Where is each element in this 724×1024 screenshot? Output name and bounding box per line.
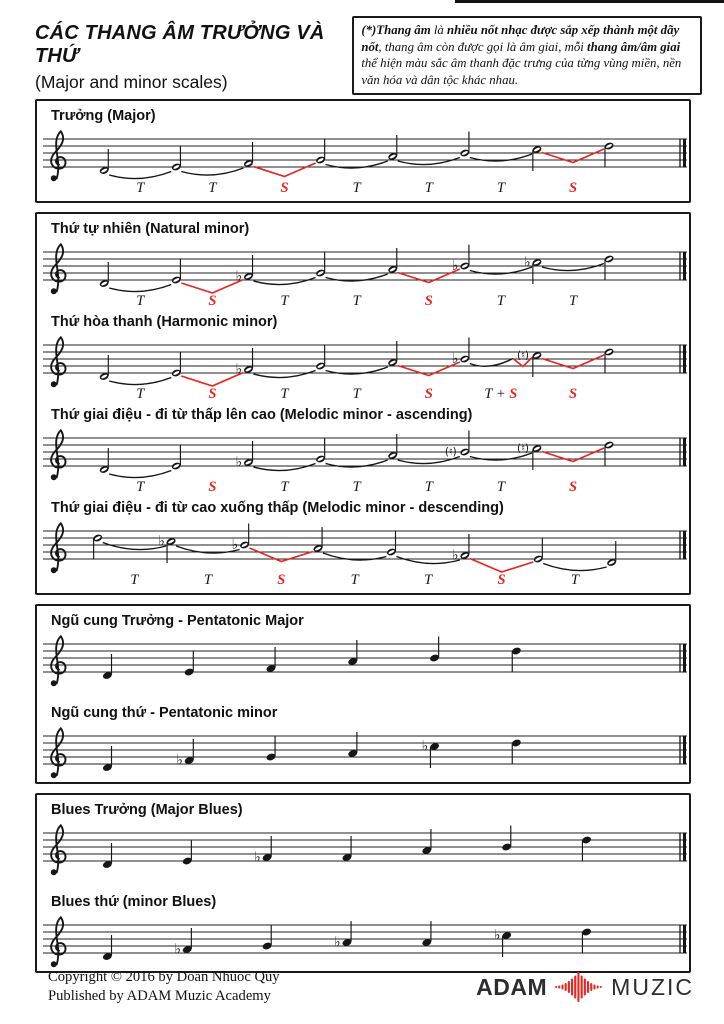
staff-label: Thứ tự nhiên (Natural minor) <box>51 221 250 237</box>
note-box-segment: nhiều nốt nhạc được sắp xếp thành một dãy nốt <box>361 23 680 54</box>
interval-label: T <box>203 572 212 588</box>
note-box-segment: thang âm/âm giai <box>587 39 681 54</box>
flat-accidental: ♭ <box>174 941 182 958</box>
staff-svg <box>43 125 687 199</box>
interval-label: T <box>352 180 361 196</box>
semitone-link <box>181 280 243 294</box>
flat-accidental: ♭ <box>421 738 429 755</box>
staff-svg <box>43 630 687 688</box>
staff-block <box>37 108 689 199</box>
scan-artifact <box>455 0 724 3</box>
tone-slur <box>109 471 171 478</box>
interval-label: S <box>497 572 506 588</box>
note <box>386 531 397 557</box>
tone-slur <box>253 278 315 285</box>
interval-label: T <box>496 293 505 309</box>
header <box>35 16 702 95</box>
scales-list <box>35 99 691 981</box>
semitone-link <box>470 559 533 573</box>
staff-label: Ngũ cung Trưởng - Pentatonic Major <box>51 613 304 629</box>
note <box>429 637 440 663</box>
note <box>445 431 470 459</box>
interval-label: S <box>208 386 217 402</box>
staff-block <box>37 613 689 688</box>
footer <box>48 968 694 1006</box>
note <box>501 826 512 852</box>
staff-svg <box>43 331 687 405</box>
interval-label: T + S <box>484 386 518 402</box>
tone-slur <box>253 371 315 378</box>
copyright-line2: Published by ADAM Muzic Academy <box>48 988 271 1004</box>
flat-accidental: ♭ <box>493 927 501 944</box>
flat-accidental: ♭ <box>524 254 531 271</box>
note <box>171 445 182 471</box>
tone-slur <box>396 557 459 564</box>
scale-box-2 <box>35 212 691 595</box>
tone-slur <box>181 168 243 175</box>
natural-accidental: (♮) <box>444 446 457 458</box>
note <box>315 252 326 278</box>
staff-label: Thứ giai điệu - đi từ thấp lên cao (Melodic minor - ascending) <box>51 407 473 423</box>
tone-slur <box>109 285 171 292</box>
interval-label: S <box>277 572 286 588</box>
staff-svg <box>43 819 687 877</box>
logo-adam-text: ADAM <box>476 973 548 1000</box>
interval-label: T <box>352 479 361 495</box>
note-box-segment: , thang âm còn được gọi là âm giai, mỗi <box>378 39 588 54</box>
note <box>315 139 326 165</box>
interval-label: T <box>130 572 139 588</box>
copyright-line1: Copyright © 2016 by Doan Nhuoc Quy <box>48 969 280 985</box>
interval-label: T <box>280 479 289 495</box>
note <box>171 352 182 378</box>
interval-label: T <box>496 180 505 196</box>
note <box>182 840 193 866</box>
flat-accidental: ♭ <box>176 752 183 769</box>
flat-accidental: ♭ <box>452 257 459 274</box>
staff-svg <box>43 517 687 591</box>
note <box>604 347 615 373</box>
interval-label: T <box>136 180 145 196</box>
note <box>315 438 326 464</box>
flat-accidental: ♭ <box>334 934 341 951</box>
scale-box-4 <box>35 793 691 973</box>
interval-label: T <box>136 386 145 402</box>
interval-label: S <box>424 386 433 402</box>
note <box>459 132 470 158</box>
tone-slur <box>109 172 171 179</box>
note <box>511 646 522 672</box>
note <box>266 736 277 762</box>
page-subtitle: (Major and minor scales) <box>35 72 228 92</box>
staff-label: Thứ giai điệu - đi từ cao xuống thấp (Melodic minor - descending) <box>51 500 504 516</box>
staff-label: Trưởng (Major) <box>51 108 156 124</box>
definition-note-box <box>352 16 702 95</box>
staff-label: Blues Trưởng (Major Blues) <box>51 802 243 818</box>
interval-label: S <box>424 293 433 309</box>
tone-slur <box>470 359 513 367</box>
staff-svg <box>43 238 687 312</box>
interval-label: T <box>424 572 433 588</box>
interval-label: T <box>352 293 361 309</box>
note-box-text <box>361 23 681 87</box>
note <box>315 345 326 371</box>
semitone-link <box>181 373 243 387</box>
interval-label: T <box>570 572 579 588</box>
flat-accidental: ♭ <box>452 350 459 367</box>
note <box>581 927 592 953</box>
interval-label: T <box>424 180 433 196</box>
interval-label: T <box>136 293 145 309</box>
staff-block <box>37 705 689 780</box>
tone-slur <box>253 464 315 471</box>
copyright <box>48 968 280 1006</box>
flat-accidental: ♭ <box>235 454 243 471</box>
staff-label: Thứ hòa thanh (Harmonic minor) <box>51 314 278 330</box>
flat-accidental: ♭ <box>235 268 243 285</box>
audio-waveform-icon <box>553 968 605 1006</box>
note-box-segment: thể hiện màu sắc âm thanh đặc trưng của từng vùng miền, nền văn hóa và dân tộc khác nhau. <box>361 56 682 87</box>
interval-label: S <box>568 180 578 196</box>
interval-label: T <box>496 479 505 495</box>
interval-label: S <box>208 479 217 495</box>
interval-label: T <box>136 479 145 495</box>
note <box>511 738 522 764</box>
staff-svg <box>43 722 687 780</box>
tone-slur <box>543 564 606 571</box>
semitone-link <box>253 163 315 177</box>
note-box-segment: (*)Thang âm <box>361 23 434 37</box>
tone-slur <box>398 158 460 165</box>
staff-label: Ngũ cung thứ - Pentatonic minor <box>51 705 278 721</box>
staff-block <box>37 500 689 591</box>
adam-muzic-logo <box>476 968 694 1006</box>
note <box>604 254 615 280</box>
staff-block <box>37 314 689 405</box>
staff-block <box>37 221 689 312</box>
flat-accidental: ♭ <box>254 849 261 866</box>
note <box>533 538 544 564</box>
interval-label: S <box>280 180 289 196</box>
note-box-segment: là <box>433 23 448 37</box>
note <box>262 925 273 951</box>
note <box>171 146 182 172</box>
note <box>581 835 592 861</box>
flat-accidental: ♭ <box>452 547 459 564</box>
staff-block <box>37 894 689 969</box>
scale-box-3 <box>35 604 691 784</box>
interval-label: S <box>568 479 578 495</box>
flat-accidental: ♭ <box>231 536 239 553</box>
interval-label: T <box>280 386 289 402</box>
page-title: CÁC THANG ÂM TRƯỞNG VÀ THỨ <box>35 22 325 67</box>
natural-accidental: (♮) <box>516 442 529 455</box>
interval-label: T <box>208 180 217 196</box>
staff-svg <box>43 911 687 969</box>
tone-slur <box>109 378 171 385</box>
note <box>604 141 615 167</box>
interval-label: S <box>568 386 578 402</box>
note <box>604 440 615 466</box>
interval-label: S <box>208 293 217 309</box>
logo-muzic-text: MUZIC <box>611 973 694 1000</box>
note <box>92 533 103 559</box>
staff-label: Blues thứ (minor Blues) <box>51 894 217 910</box>
staff-block <box>37 802 689 877</box>
interval-label: T <box>350 572 359 588</box>
interval-label: T <box>280 293 289 309</box>
tone-slur <box>103 543 166 550</box>
staff-block <box>37 407 689 498</box>
natural-accidental: (♮) <box>516 349 529 362</box>
interval-label: T <box>568 293 578 309</box>
tone-slur <box>542 264 604 271</box>
note <box>184 651 195 677</box>
flat-accidental: ♭ <box>158 533 165 550</box>
interval-label: T <box>352 386 361 402</box>
note <box>171 259 182 285</box>
title-block <box>35 16 352 95</box>
flat-accidental: ♭ <box>235 361 243 378</box>
scale-box-1 <box>35 99 691 203</box>
interval-label: T <box>424 479 433 495</box>
staff-svg <box>43 424 687 498</box>
